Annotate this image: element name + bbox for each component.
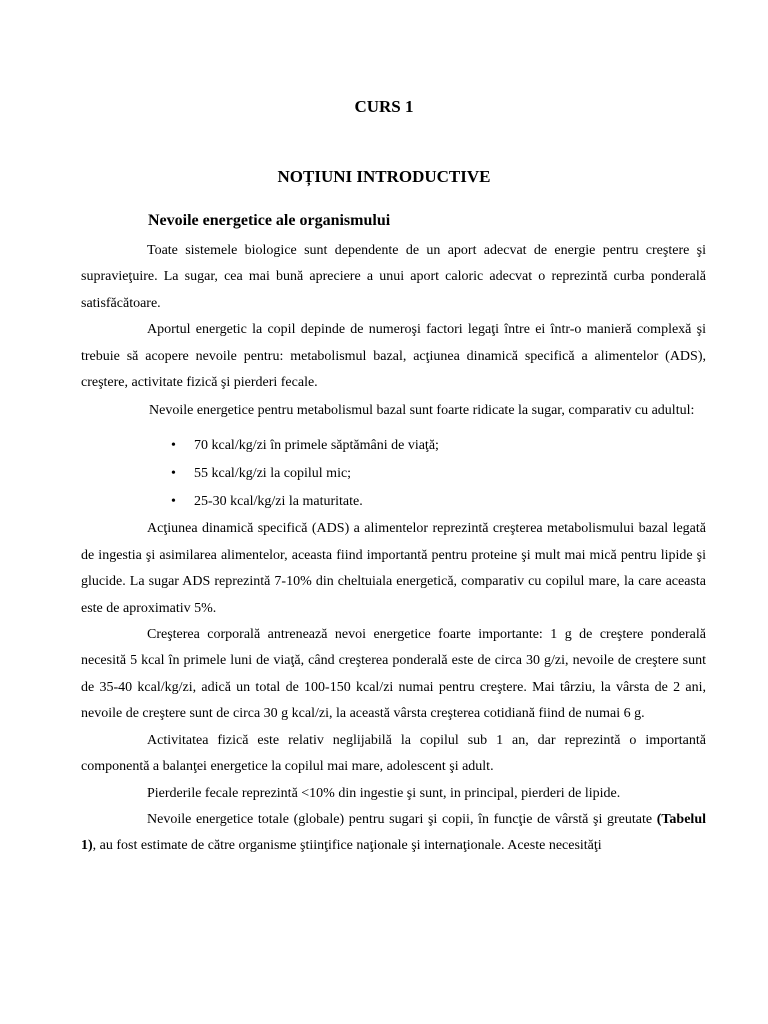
paragraph-6: Activitatea fizică este relativ neglijabilă la copilul sub 1 an, dar reprezintă o importantă componentă a balanţei energetice la copilul mai mare, adolescent şi adult. bbox=[81, 732, 706, 775]
paragraph-1: Toate sistemele biologice sunt dependente de un aport adecvat de energie pentru creştere şi supravieţuire. La sugar, cea mai bună apreciere a unui aport caloric adecvat o reprezintă curba ponderală satisfăcătoare. bbox=[81, 243, 706, 311]
paragraph-8-start: Nevoile energetice totale (globale) pentru sugari şi copii, în funcţie de vârstă şi greutate bbox=[147, 811, 657, 827]
paragraph-7: Pierderile fecale reprezintă <10% din ingestie şi sunt, in principal, pierderi de lipide. bbox=[147, 785, 621, 801]
chapter-heading: NOȚIUNI INTRODUCTIVE bbox=[277, 167, 491, 186]
paragraph-4: Acţiunea dinamică specifică (ADS) a alimentelor reprezintă creşterea metabolismului bazal legată de ingestia şi asimilarea alimentelor, aceasta fiind importantă pentru proteine şi mult mai mică pentru lipide şi glucide. La sugar ADS reprezintă 7-10% din cheltuiala energetică, comparativ cu copilul mare, la care aceasta este de aproximativ 5%. bbox=[81, 521, 706, 616]
list-item: • 55 kcal/kg/zi la copilul mic; bbox=[81, 460, 706, 488]
paragraph-8-end: , au fost estimate de către organisme ştiinţifice naţionale şi internaţionale. Aceste necesităţi bbox=[92, 838, 602, 854]
list-item: • 25-30 kcal/kg/zi la maturitate. bbox=[81, 488, 706, 516]
section-title: Nevoile energetice ale organismului bbox=[148, 212, 391, 229]
document-body bbox=[81, 238, 706, 860]
paragraph-5: Creşterea corporală antrenează nevoi energetice foarte importante: 1 g de creştere ponderală necesită 5 kcal în primele luni de viaţă, când creşterea ponderală este de circa 30 g/zi, nevoile de creştere sunt de 35-40 kcal/kg/zi, adică un total de 100-150 kcal/zi numai pentru creştere. Mai târziu, la vârsta de 2 ani, nevoile de creştere sunt de circa 30 g kcal/zi, la această vârsta creşterea cotidiană fiind de numai 6 g. bbox=[81, 627, 706, 722]
paragraph-3: Nevoile energetice pentru metabolismul bazal sunt foarte ridicate la sugar, comparativ cu adultul: bbox=[149, 403, 695, 419]
paragraph-2: Aportul energetic la copil depinde de numeroşi factori legaţi între ei într-o manieră complexă şi trebuie să acopere nevoile pentru: metabolismul bazal, acţiunea dinamică specifică a alimentelor (ADS), creştere, activitate fizică şi pierderi fecale. bbox=[81, 322, 706, 391]
table-reference: (Tabelul 1) bbox=[81, 811, 706, 854]
bullet-list bbox=[81, 432, 706, 516]
paragraph-8 bbox=[81, 807, 706, 860]
course-heading: CURS 1 bbox=[354, 97, 414, 116]
list-item: • 70 kcal/kg/zi în primele săptămâni de viaţă; bbox=[81, 432, 706, 460]
